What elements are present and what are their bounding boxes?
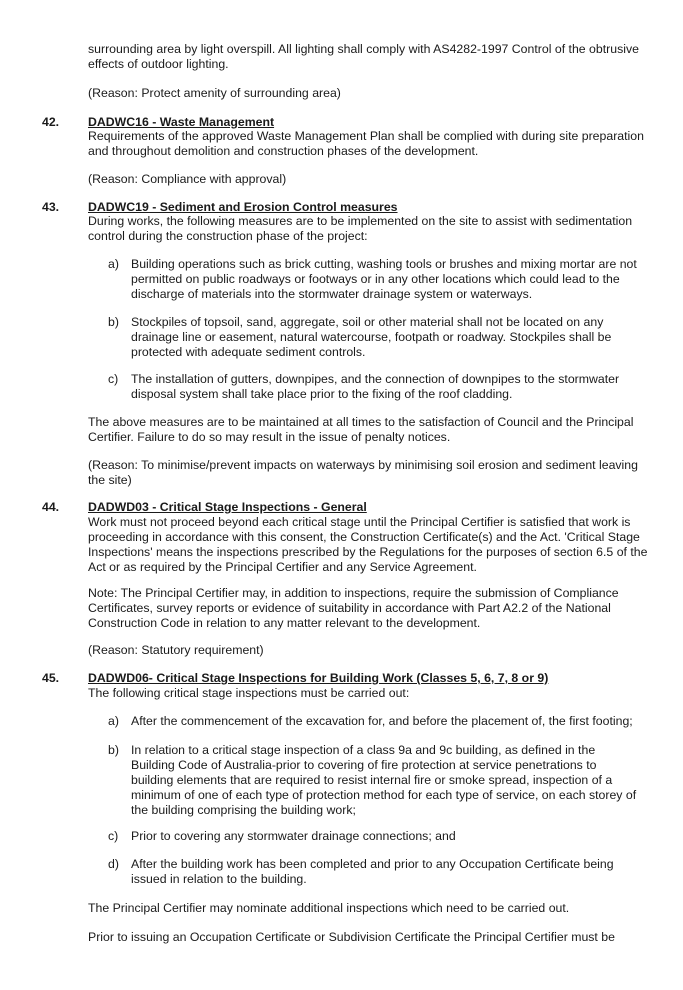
condition-after: The above measures are to be maintained at all times to the satisfaction of Council and the Principal Certifier. Failure to do so may result in the issue of penalty notices. xyxy=(88,415,634,444)
list-item: Prior to covering any stormwater drainage connections; and xyxy=(131,829,456,843)
list-item-label: c) xyxy=(108,829,119,843)
condition-note: Note: The Principal Certifier may, in addition to inspections, require the submission of Compliance Certificates, survey reports or evidence of suitability in accordance with Part A2.2 of the National Construction Code in relation to any matter relevant to the development. xyxy=(88,586,619,630)
list-item-label: a) xyxy=(108,714,119,728)
list-item-label: a) xyxy=(108,257,119,271)
condition-title: DADWD06- Critical Stage Inspections for Building Work (Classes 5, 6, 7, 8 or 9) xyxy=(88,671,549,685)
condition-body: During works, the following measures are to be implemented on the site to assist with sedimentation control during the construction phase of the project: xyxy=(88,214,633,243)
condition-number: 45. xyxy=(42,671,60,685)
list-item: After the building work has been completed and prior to any Occupation Certificate being issued in relation to the building. xyxy=(131,857,614,886)
condition-reason: (Reason: Compliance with approval) xyxy=(88,172,287,186)
condition-body: Requirements of the approved Waste Management Plan shall be complied with during site preparation and throughout demolition and construction phases of the development. xyxy=(88,129,644,158)
condition-after: The Principal Certifier may nominate additional inspections which need to be carried out. xyxy=(88,901,570,915)
list-item-label: b) xyxy=(108,743,119,757)
condition-title: DADWC16 - Waste Management xyxy=(88,115,275,129)
condition-reason: (Reason: Statutory requirement) xyxy=(88,643,264,657)
condition-number: 44. xyxy=(42,500,60,514)
list-item-label: d) xyxy=(108,857,119,871)
condition-body: Work must not proceed beyond each critical stage until the Principal Certifier is satisfied that work is proceeding in accordance with this consent, the Construction Certificate(s) and the Act. 'Critical Stage Inspections' means the inspections prescribed by the Regulations for the purposes of section 6.5 of the Act or as required by the Principal Certifier and any Service Agreement. xyxy=(88,515,648,574)
condition-title: DADWD03 - Critical Stage Inspections - General xyxy=(88,500,367,514)
condition-number: 42. xyxy=(42,115,60,129)
list-item-label: c) xyxy=(108,372,119,386)
condition-body: The following critical stage inspections must be carried out: xyxy=(88,686,410,700)
intro-text: surrounding area by light overspill. All lighting shall comply with AS4282-1997 Control of the obtrusive effects of outdoor lighting. xyxy=(88,42,639,71)
condition-number: 43. xyxy=(42,200,60,214)
condition-after: Prior to issuing an Occupation Certificate or Subdivision Certificate the Principal Certifier must be xyxy=(88,930,615,944)
list-item: The installation of gutters, downpipes, and the connection of downpipes to the stormwater disposal system shall take place prior to the fixing of the roof cladding. xyxy=(131,372,620,401)
list-item: After the commencement of the excavation for, and before the placement of, the first footing; xyxy=(131,714,633,728)
condition-reason: (Reason: To minimise/prevent impacts on waterways by minimising soil erosion and sediment leaving the site) xyxy=(88,458,638,487)
list-item-label: b) xyxy=(108,315,119,329)
list-item: In relation to a critical stage inspection of a class 9a and 9c building, as defined in the Building Code of Australia-prior to covering of fire protection at service penetrations to building elements that are required to resist internal fire or smoke spread, inspection of a minimum of one of each type of protection method for each type of service, on each storey of the building comprising the building work; xyxy=(131,743,637,817)
list-item: Building operations such as brick cutting, washing tools or brushes and mixing mortar are not permitted on public roadways or footways or in any other locations which could lead to the discharge of materials into the stormwater drainage system or waterways. xyxy=(131,257,637,301)
intro-reason: (Reason: Protect amenity of surrounding area) xyxy=(88,86,341,100)
condition-title: DADWC19 - Sediment and Erosion Control measures xyxy=(88,200,398,214)
list-item: Stockpiles of topsoil, sand, aggregate, soil or other material shall not be located on any drainage line or easement, natural watercourse, footpath or roadway. Stockpiles shall be protected with adequate sediment controls. xyxy=(131,315,612,359)
